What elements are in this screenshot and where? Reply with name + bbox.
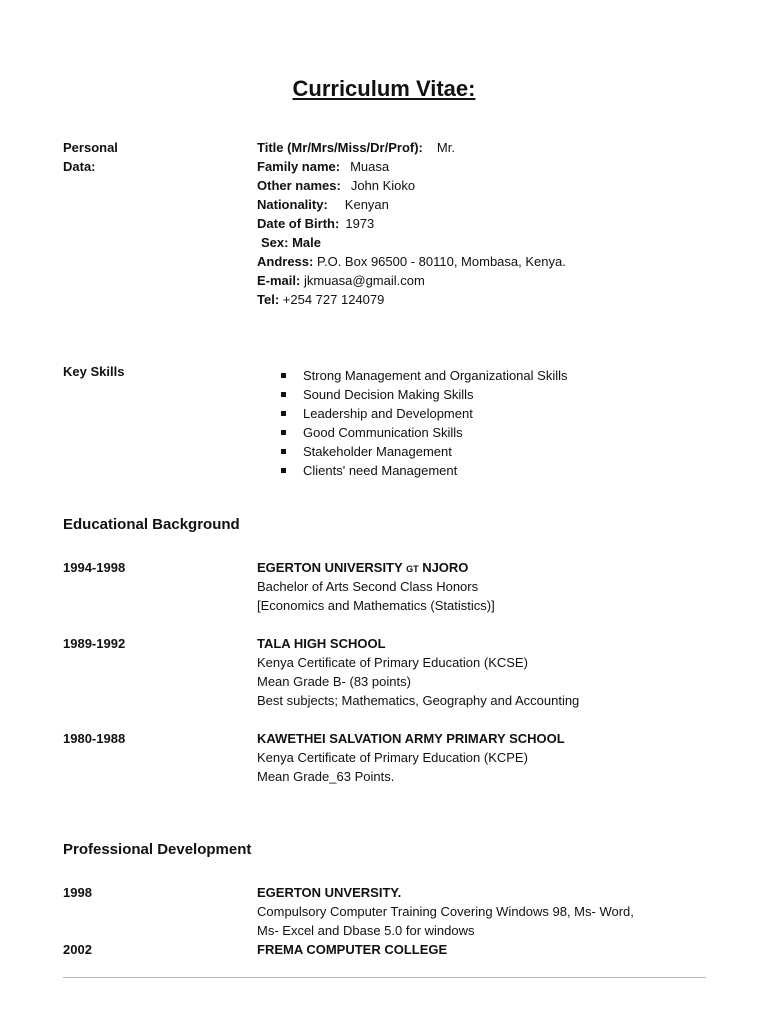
education-years-3: 1980-1988 xyxy=(63,731,126,746)
square-bullet-icon xyxy=(281,373,286,378)
list-item xyxy=(281,442,567,461)
skill-text: Clients' need Management xyxy=(303,463,458,478)
education-heading: Educational Background xyxy=(63,516,240,533)
personal-data-block xyxy=(257,138,566,309)
title-label: Title (Mr/Mrs/Miss/Dr/Prof): xyxy=(257,140,423,155)
tel-label: Tel: xyxy=(257,292,280,307)
address-label: Andress: xyxy=(257,254,314,269)
square-bullet-icon xyxy=(281,430,286,435)
page-divider xyxy=(63,977,706,978)
professional-detail: Compulsory Computer Training Covering Windows 98, Ms- Word, xyxy=(257,904,634,919)
education-years-1: 1994-1998 xyxy=(63,560,126,575)
sex-row xyxy=(257,233,566,252)
list-item xyxy=(281,461,567,480)
professional-entry-2 xyxy=(257,940,447,959)
professional-year-2: 2002 xyxy=(63,942,92,957)
nationality-label: Nationality: xyxy=(257,197,328,212)
family-name-value: Muasa xyxy=(350,159,390,174)
personal-label-line1: Personal xyxy=(63,140,118,155)
nationality-value: Kenyan xyxy=(344,197,389,212)
institution-small: GT xyxy=(406,564,419,574)
education-detail: Best subjects; Mathematics, Geography and Accounting xyxy=(257,693,580,708)
education-detail: [Economics and Mathematics (Statistics)] xyxy=(257,598,495,613)
tel-row xyxy=(257,290,566,309)
personal-label-line2: Data: xyxy=(63,159,96,174)
key-skills-label: Key Skills xyxy=(63,364,125,379)
family-name-label: Family name: xyxy=(257,159,341,174)
other-names-label: Other names: xyxy=(257,178,341,193)
institution-name: FREMA COMPUTER COLLEGE xyxy=(257,942,448,957)
institution-name: EGERTON UNVERSITY. xyxy=(257,885,402,900)
education-years-2: 1989-1992 xyxy=(63,636,126,651)
skill-text: Strong Management and Organizational Skills xyxy=(303,368,568,383)
sex-label: Sex: Male xyxy=(261,235,321,250)
family-name-row xyxy=(257,157,566,176)
skill-text: Leadership and Development xyxy=(303,406,473,421)
education-entry-2 xyxy=(257,634,579,710)
title-value: Mr. xyxy=(436,140,455,155)
institution-name: TALA HIGH SCHOOL xyxy=(257,636,386,651)
professional-year-1: 1998 xyxy=(63,885,92,900)
address-value: P.O. Box 96500 - 80110, Mombasa, Kenya. xyxy=(316,254,566,269)
list-item xyxy=(281,385,567,404)
dob-row xyxy=(257,214,566,233)
square-bullet-icon xyxy=(281,411,286,416)
square-bullet-icon xyxy=(281,449,286,454)
professional-detail: Ms- Excel and Dbase 5.0 for windows xyxy=(257,923,475,938)
professional-entry-1 xyxy=(257,883,634,940)
education-detail: Mean Grade_63 Points. xyxy=(257,769,395,784)
square-bullet-icon xyxy=(281,468,286,473)
key-skills-list xyxy=(281,366,567,480)
education-detail: Kenya Certificate of Primary Education (KCSE) xyxy=(257,655,528,670)
title-row xyxy=(257,138,566,157)
address-row xyxy=(257,252,566,271)
dob-value: 1973 xyxy=(345,216,375,231)
list-item xyxy=(281,366,567,385)
education-entry-1 xyxy=(257,558,495,615)
page-title: Curriculum Vitae: xyxy=(292,76,476,101)
skill-text: Stakeholder Management xyxy=(303,444,452,459)
dob-label: Date of Birth: xyxy=(257,216,340,231)
institution-name: KAWETHEI SALVATION ARMY PRIMARY SCHOOL xyxy=(257,731,565,746)
institution-part: EGERTON UNIVERSITY xyxy=(257,560,403,575)
education-entry-3 xyxy=(257,729,565,786)
education-detail: Bachelor of Arts Second Class Honors xyxy=(257,579,479,594)
education-detail: Kenya Certificate of Primary Education (KCPE) xyxy=(257,750,528,765)
skill-text: Sound Decision Making Skills xyxy=(303,387,474,402)
other-names-row xyxy=(257,176,566,195)
nationality-row xyxy=(257,195,566,214)
email-label: E-mail: xyxy=(257,273,301,288)
square-bullet-icon xyxy=(281,392,286,397)
email-value: jkmuasa@gmail.com xyxy=(303,273,425,288)
institution-name xyxy=(257,558,495,577)
institution-part: NJORO xyxy=(422,560,469,575)
other-names-value: John Kioko xyxy=(350,178,416,193)
tel-value: +254 727 124079 xyxy=(282,292,385,307)
email-row xyxy=(257,271,566,290)
personal-data-label xyxy=(63,138,118,176)
list-item xyxy=(281,423,567,442)
skill-text: Good Communication Skills xyxy=(303,425,463,440)
list-item xyxy=(281,404,567,423)
education-detail: Mean Grade B- (83 points) xyxy=(257,674,411,689)
professional-heading: Professional Development xyxy=(63,841,252,858)
